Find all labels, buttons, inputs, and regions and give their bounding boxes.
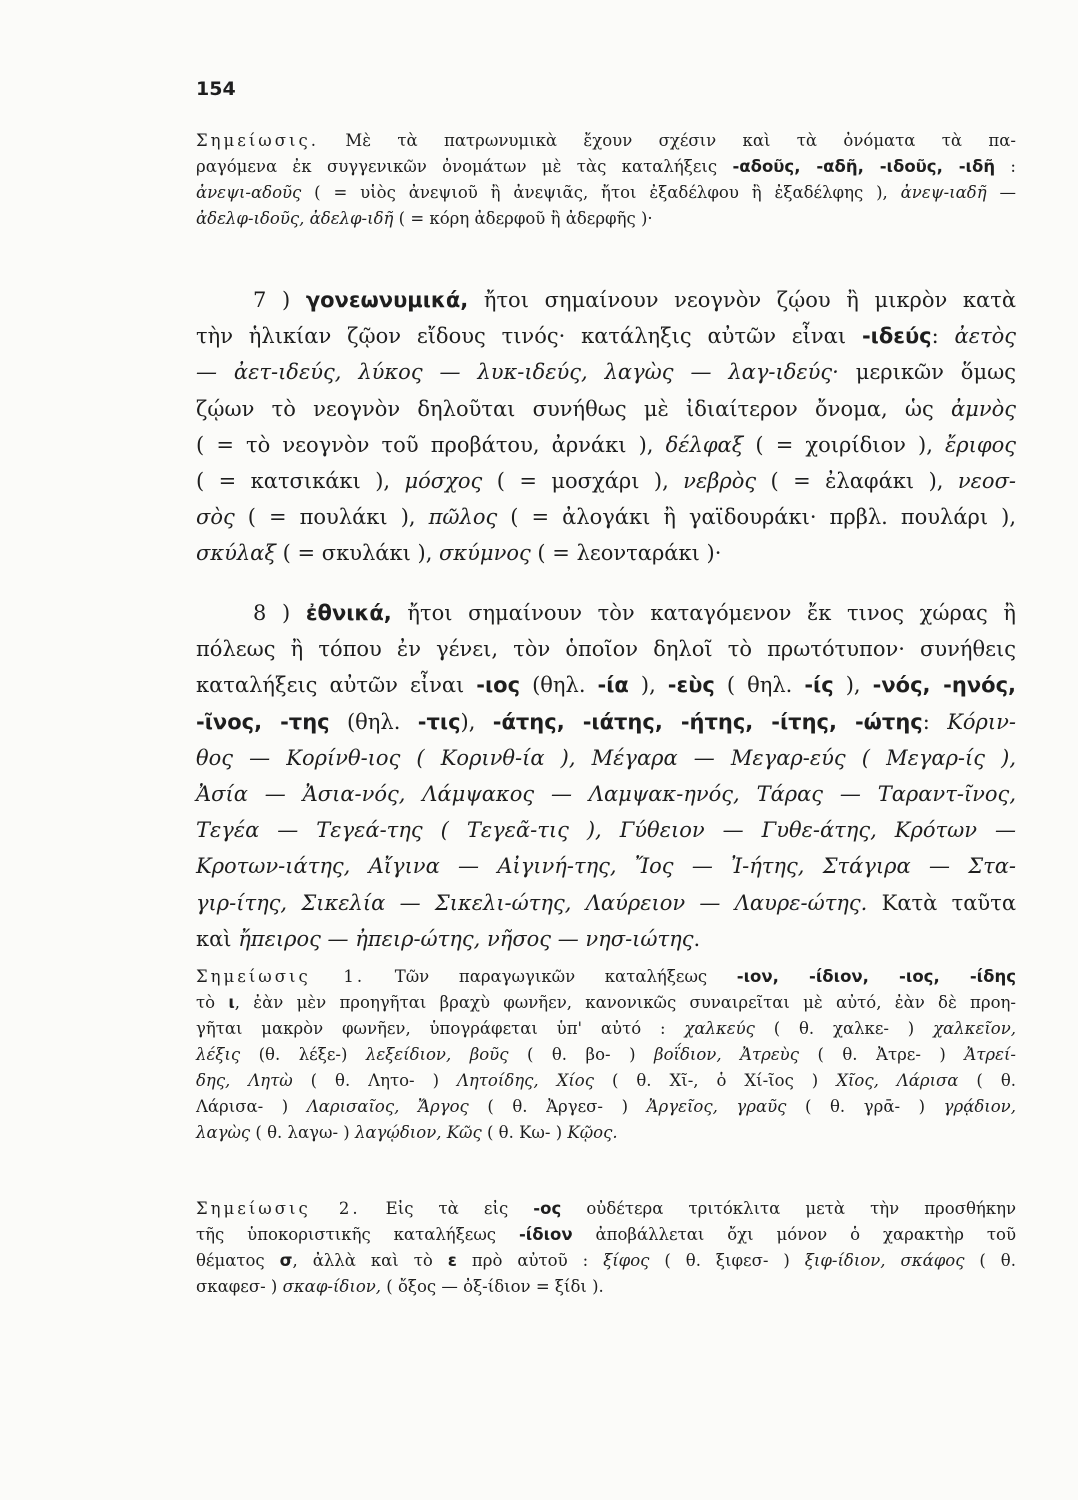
note-2-neuter-diminutive [196,1196,1016,1300]
ending-term: -ος [533,1199,562,1218]
ending-term: -εὺς [667,673,715,698]
ending-term: -τις [417,709,461,734]
example-term: ἀνεψι-αδοῦς [196,183,302,202]
example-term: σκύλαξ [196,541,276,566]
text-line [196,154,1016,180]
text-line [196,921,1016,957]
text-line [196,848,1016,884]
text-run: — [986,183,1016,202]
text-line [196,1068,1016,1094]
note-1-contraction [196,964,1016,1146]
example-term: θος — Κορίνθ-ιος ( Κορινθ-ία ), Μέγαρα — Μεγαρ-εύς ( Μεγαρ-ίς ), [196,745,1016,770]
text-line [196,1248,1016,1274]
text-run: ( θηλ. [714,673,805,698]
text-line [196,1042,1016,1068]
text-run: ( = υἱὸς ἀνεψιοῦ ἢ ἀνεψιᾶς, ἤτοι ἐξαδέλφου ἢ ἐξαδέλφης ), [301,183,901,202]
text-line [196,1196,1016,1222]
text-run: ( = σκυλάκι ), [275,541,440,566]
text-run: Τῶν παραγωγικῶν καταλήξεως [365,967,737,986]
text-run: τὴν ἡλικίαν ζῷον εἴδους τινός· κατάληξις αὐτῶν εἶναι [196,324,862,349]
text-run: ( θ. βο- ) [508,1045,655,1064]
text-run: . [693,926,701,951]
ending-term: ε [447,1251,457,1270]
ending-term: σ [279,1251,293,1270]
text-run: (θηλ. [329,709,418,734]
note-label: Σημείωσις 1. [196,967,366,986]
text-run: ( ὄξος — ὀξ-ίδιον = ξίδι ). [381,1277,604,1296]
text-line [196,282,1016,318]
note-patronymic-relatives [196,128,1016,232]
text-line [196,885,1016,921]
example-term: γιρ-ίτης, Σικελία — Σικελι-ώτης, Λαύρειον — Λαυρε-ώτης. [196,890,868,915]
example-term: Κόριν- [947,709,1016,734]
text-run: σκαφεσ- ) [196,1277,283,1296]
ending-term: -ιος [476,673,521,698]
text-run: ( θ. χαλκε- ) [754,1019,934,1038]
text-run: ραγόμενα ἐκ συγγενικῶν ὀνομάτων μὲ τὰς καταλήξεις [196,157,733,176]
example-term: ἀδελφ-ιδοῦς, ἀδελφ-ιδῆ [196,209,394,228]
section-8-ethnika [196,595,1016,957]
text-run: (θ. λέξε-) [240,1045,366,1064]
text-run: τὸ [196,993,229,1012]
text-line [196,595,1016,631]
example-term: Ἀτρεί- [964,1045,1016,1064]
example-term: χαλκεῖον, [933,1019,1017,1038]
text-run: ἤτοι σημαίνουν νεογνὸν ζῴου ἢ μικρὸν κατὰ [468,288,1016,312]
text-run: ( = κατσικάκι ), [196,469,405,494]
text-line [196,1016,1016,1042]
text-run: : [922,709,948,734]
text-run: ( θ. Ἀργεσ- ) [468,1097,647,1116]
ending-term: -άτης, -ιάτης, -ήτης, -ίτης, -ώτης [492,709,923,734]
example-term: βοΐδιον, Ἀτρεὺς [654,1045,799,1064]
text-run: ἀποβάλλεται ὄχι μόνον ὁ χαρακτὴρ τοῦ [572,1225,1016,1244]
text-run: Εἰς τὰ εἰς [360,1199,534,1218]
text-run: θέματος [196,1251,280,1270]
text-line [196,704,1016,740]
text-run: ( = χοιρίδιον ), [743,432,946,457]
text-run: , ἀλλὰ καὶ τὸ [292,1251,448,1270]
example-term: ἔριφος [945,432,1016,457]
text-run: ), [628,673,668,698]
text-run: ( θ. γρᾱ- ) [786,1097,944,1116]
text-run: Λάρισα- ) [196,1097,307,1116]
text-run: καὶ [196,926,239,951]
text-run: Μὲ τὰ πατρωνυμικὰ ἔχουν σχέσιν καὶ τὰ ὀνόματα τὰ πα- [318,131,1016,150]
text-run: μερικῶν ὅμως [838,360,1016,385]
example-term: ξιφ-ίδιον, σκάφος [804,1251,965,1270]
text-run: πόλεως ἢ τόπου ἐν γένει, τὸν ὁποῖον δηλοῖ τὸ πρωτότυπον· συνήθεις [196,637,1016,662]
example-term: Κῷος. [567,1123,618,1142]
text-run: καταλήξεις αὐτῶν εἶναι [196,673,477,698]
text-line [196,990,1016,1016]
text-run: τῆς ὑποκοριστικῆς καταλήξεως [196,1225,519,1244]
example-term: λέξις [196,1045,241,1064]
example-term: ξίφος [603,1251,650,1270]
text-line [196,667,1016,703]
example-term: ἀνεψ-ιαδῆ [900,183,987,202]
ending-term: -ιον, -ίδιον, -ιος, -ίδης [736,967,1016,986]
text-line [196,1094,1016,1120]
text-line [196,964,1016,990]
example-term: ἀετὸς [954,324,1016,349]
text-line [196,535,1016,571]
text-run: οὐδέτερα τριτόκλιτα μετὰ τὴν προσθήκην [561,1199,1017,1218]
example-term: σὸς [196,505,235,530]
example-term: σκύμνος [439,541,531,566]
example-term: Ἀσία — Ἀσια-νός, Λάμψακος — Λαμψακ-ηνός, Τάρας — Ταραντ-ῖνος, [196,782,1016,807]
example-term: Λαρισαῖος, Ἄργος [306,1097,469,1116]
text-line [196,391,1016,427]
text-run: ( θ. [958,1071,1017,1090]
example-term: Χῖος, Λάρισα [836,1071,959,1090]
text-run: ( θ. Χῖ-, ὁ Χί-ῖος ) [593,1071,837,1090]
text-run: ( θ. Λητο- ) [292,1071,457,1090]
text-line [196,354,1016,390]
text-line [196,1120,1016,1146]
ending-term: -αδοῦς, -αδῆ, -ιδοῦς, -ιδῆ [732,157,996,176]
text-line [196,427,1016,463]
text-run: ( θ. Κω- ) [481,1123,568,1142]
text-line [196,463,1016,499]
text-run: ( θ. Ἀτρε- ) [798,1045,965,1064]
ending-term: -ίς [804,673,834,698]
ending-term: -ίδιον [518,1225,573,1244]
text-line [196,318,1016,354]
example-term: Ἀργεῖος, γραῦς [646,1097,787,1116]
note-label: Σημείωσις. [196,131,319,150]
text-run: Κατὰ ταῦτα [867,890,1016,915]
text-run: ( = πουλάκι ), [234,505,429,530]
text-line [196,206,1016,232]
text-line [196,812,1016,848]
text-line [196,631,1016,667]
section-heading: γονεωνυμικά, [305,288,469,312]
example-term: λεξείδιον, βοῦς [365,1045,509,1064]
ending-term: -νός, -ηνός, [872,673,1017,698]
section-7-gonewnymika [196,282,1016,572]
text-run: (θηλ. [520,673,598,698]
text-run: ( = λεονταράκι )· [530,541,722,566]
text-run: ( = μοσχάρι ), [482,469,684,494]
page-number: 154 [196,78,236,100]
example-term: γρᾴδιον, [943,1097,1016,1116]
text-run: ), [833,673,873,698]
section-heading: ἐθνικά, [305,601,392,625]
example-term: μόσχος [404,469,483,494]
text-run: : [995,157,1016,176]
text-run: ( θ. λαγω- ) [250,1123,355,1142]
text-run: ( θ. [964,1251,1016,1270]
example-term: πῶλος [428,505,498,530]
text-line [196,499,1016,535]
text-run: ζῴων τὸ νεογνὸν δηλοῦται συνήθως μὲ ἰδιαίτερον ὄνομα, ὡς [196,396,951,421]
section-number: 7 ) [253,288,306,312]
example-term: σκαφ-ίδιον, [282,1277,382,1296]
ending-term: -ιδεύς [861,324,932,349]
example-term: νεβρὸς [683,469,757,494]
example-term: Λητοίδης, Χίος [456,1071,594,1090]
example-term: νεοσ- [957,469,1016,494]
note-label: Σημείωσις 2. [196,1199,361,1218]
ending-term: ι [228,993,235,1012]
example-term: — ἀετ-ιδεύς, λύκος — λυκ-ιδεύς, λαγὼς — λαγ-ιδεύς· [196,360,839,385]
ending-term: -ία [597,673,629,698]
example-term: ἤπειρος — ἠπειρ-ώτης, νῆσος — νησ-ιώτης [238,926,694,951]
text-run: ( = τὸ νεογνὸν τοῦ προβάτου, ἀρνάκι ), [196,432,666,457]
text-line [196,740,1016,776]
text-line [196,1222,1016,1248]
text-line [196,1274,1016,1300]
text-run: ( = κόρη ἀδερφοῦ ἢ ἀδερφῆς )· [393,209,653,228]
section-number: 8 ) [253,601,306,625]
text-run: γῆται μακρὸν φωνῆεν, ὑπογράφεται ὑπ' αὐτό : [196,1019,685,1038]
example-term: Τεγέα — Τεγεά-της ( Τεγεᾶ-τις ), Γύθειον — Γυθε-άτης, Κρότων — [196,818,1016,843]
text-run: ἤτοι σημαίνουν τὸν καταγόμενον ἔκ τινος χώρας ἢ [391,601,1017,625]
example-term: λαγὼς [196,1123,251,1142]
text-run: ( = ἀλογάκι ἢ γαϊδουράκι· πρβλ. πουλάρι ), [497,505,1017,530]
example-term: ἀμνὸς [951,396,1016,421]
text-run: , ἐὰν μὲν προηγῆται βραχὺ φωνῆεν, κανονικῶς συναιρεῖται μὲ αὐτό, ἐὰν δὲ προη- [234,993,1017,1012]
text-run: ( = ἐλαφάκι ), [756,469,958,494]
text-run: πρὸ αὐτοῦ : [456,1251,604,1270]
ending-term: -ῖνος, -της [196,709,330,734]
example-term: χαλκεύς [684,1019,755,1038]
text-line [196,180,1016,206]
text-line [196,776,1016,812]
text-run: : [931,324,955,349]
example-term: Κροτων-ιάτης, Αἴγινα — Αἰγινή-της, Ἴος — Ἰ-ήτης, Στάγιρα — Στα- [196,854,1016,879]
text-line [196,128,1016,154]
example-term: λαγῴδιον, Κῶς [354,1123,482,1142]
example-term: δης, Λητὼ [196,1071,293,1090]
example-term: δέλφαξ [665,432,744,457]
text-run: ( θ. ξιφεσ- ) [649,1251,805,1270]
text-run: ), [460,709,493,734]
